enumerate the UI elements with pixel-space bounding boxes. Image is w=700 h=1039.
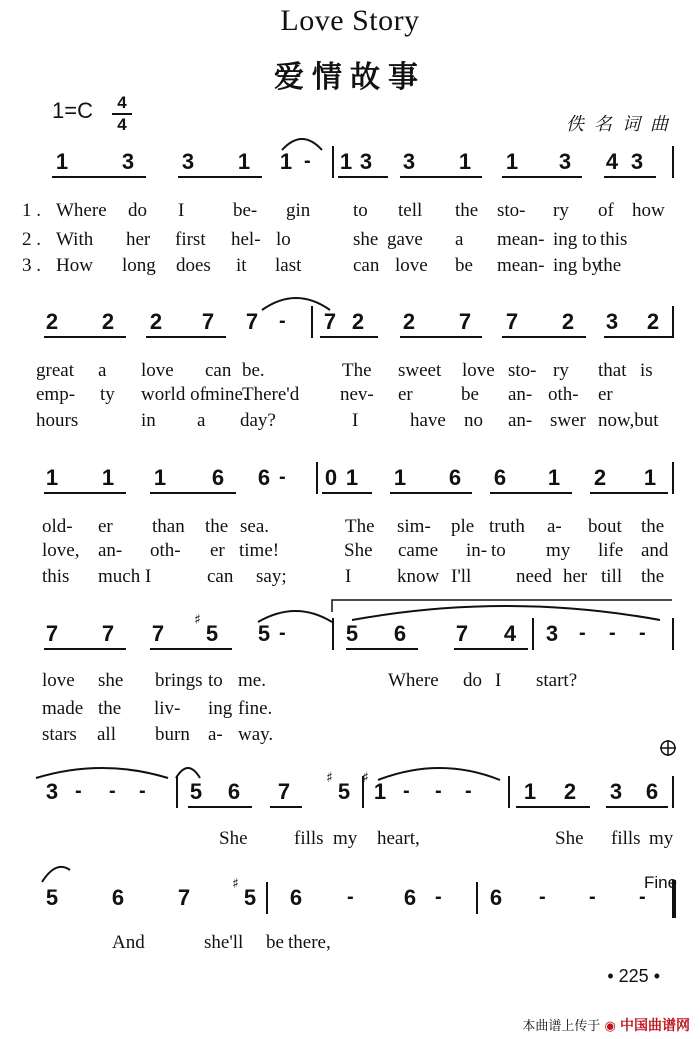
note: 1 xyxy=(237,149,251,174)
lyric-word: be xyxy=(266,932,284,953)
lyric-word: way. xyxy=(238,724,274,745)
lyric-word: I xyxy=(352,410,359,431)
hold-dash: - xyxy=(435,886,442,908)
note: 5 xyxy=(257,621,271,646)
note: 6 xyxy=(257,465,271,490)
lyric-word: of xyxy=(598,200,614,221)
lyric-word: her xyxy=(126,229,151,250)
lyric-word: ing xyxy=(208,698,233,719)
slur-arc xyxy=(282,139,322,150)
lyric-word: truth xyxy=(489,516,525,537)
note: 1 xyxy=(393,465,407,490)
lyric-word: to xyxy=(208,670,223,691)
lyric-word: burn xyxy=(155,724,190,745)
lyric-word: sim- xyxy=(397,516,431,537)
note: 1 xyxy=(458,149,472,174)
lyric-word: er xyxy=(98,516,113,537)
lyric-word: the xyxy=(641,516,665,537)
note: 3 xyxy=(545,621,559,646)
hold-dash: - xyxy=(109,780,116,802)
note: 3 xyxy=(609,779,623,804)
lyric-word: world of xyxy=(141,384,206,405)
note: 5 xyxy=(337,779,351,804)
note: 2 xyxy=(646,309,660,334)
note: 2 xyxy=(149,309,163,334)
site-logo-icon: ◉ xyxy=(604,1019,616,1034)
lyric-word: this xyxy=(600,229,628,250)
sharp-icon: ♯ xyxy=(194,612,201,628)
note: 1 xyxy=(339,149,353,174)
lyric-word: Where xyxy=(388,670,439,691)
note: 2 xyxy=(563,779,577,804)
note: 3 xyxy=(402,149,416,174)
note: 5 xyxy=(45,885,59,910)
note: 2 xyxy=(402,309,416,334)
lyric-word: I'll xyxy=(451,566,472,587)
lyric-word: be- xyxy=(233,200,258,221)
note: 5 xyxy=(189,779,203,804)
hold-dash: - xyxy=(539,886,546,908)
lyric-word: life xyxy=(598,540,624,561)
note: 3 xyxy=(359,149,373,174)
note: 2 xyxy=(45,309,59,334)
hold-dash: - xyxy=(589,886,596,908)
lyric-word: there, xyxy=(288,932,331,953)
lyric-word: my xyxy=(649,828,674,849)
note: 5 xyxy=(205,621,219,646)
note: 7 xyxy=(101,621,115,646)
lyric-word: she xyxy=(98,670,124,691)
hold-dash: - xyxy=(347,886,354,908)
lyric-word: can xyxy=(207,566,234,587)
lyric-word: ing by xyxy=(553,255,602,276)
lyric-word: than xyxy=(152,516,185,537)
note: 7 xyxy=(323,309,337,334)
lyric-word: great xyxy=(36,360,74,381)
lyric-word: ty xyxy=(100,384,115,405)
lyric-word: now,but xyxy=(598,410,659,431)
slur-arc xyxy=(36,768,168,778)
note: 7 xyxy=(45,621,59,646)
author-credit: 佚名词曲 xyxy=(566,114,678,135)
note: 1 xyxy=(523,779,537,804)
lyric-word: stars xyxy=(42,724,77,745)
lyric-word: how xyxy=(632,200,665,221)
lyric-word: be xyxy=(461,384,479,405)
lyric-word: I xyxy=(495,670,502,691)
lyric-word: gave xyxy=(387,229,423,250)
coda-cross xyxy=(660,740,676,756)
lyric-word: lo xyxy=(276,229,291,250)
hold-dash: - xyxy=(639,886,646,908)
hold-dash: - xyxy=(465,780,472,802)
lyric-word: much I xyxy=(98,566,152,587)
note: 0 xyxy=(324,465,338,490)
lyric-word: er xyxy=(398,384,413,405)
lyric-word: She xyxy=(344,540,373,561)
lyric-word: With xyxy=(56,229,94,250)
lyric-word: mine. xyxy=(205,384,248,405)
lyric-word: can xyxy=(205,360,232,381)
note: 1 xyxy=(373,779,387,804)
lyric-word: mean- xyxy=(497,255,545,276)
note: 3 xyxy=(605,309,619,334)
lyric-word: How xyxy=(56,255,93,276)
note: 6 xyxy=(111,885,125,910)
lyric-word: her xyxy=(563,566,588,587)
lyric-word: bout xyxy=(588,516,622,537)
note: 6 xyxy=(211,465,225,490)
lyric-word: love xyxy=(395,255,428,276)
lyric-word: to xyxy=(353,200,368,221)
lyric-word: the xyxy=(98,698,122,719)
lyric-word: till xyxy=(601,566,623,587)
note: 6 xyxy=(403,885,417,910)
hold-dash: - xyxy=(403,780,410,802)
hold-dash: - xyxy=(279,466,286,488)
hold-dash: - xyxy=(279,622,286,644)
lyric-word: came xyxy=(398,540,439,561)
lyric-word: need xyxy=(516,566,552,587)
time-signature-top: 4 xyxy=(117,93,127,112)
note: 3 xyxy=(121,149,135,174)
hold-dash: - xyxy=(75,780,82,802)
lyric-word: can xyxy=(353,255,380,276)
hold-dash: - xyxy=(139,780,146,802)
note: 3 xyxy=(181,149,195,174)
lyric-word: this xyxy=(42,566,70,587)
lyric-word: She xyxy=(555,828,584,849)
lyric-word: old- xyxy=(42,516,73,537)
note: 1 xyxy=(279,149,293,174)
lyric-word: love xyxy=(462,360,495,381)
key-signature: 1=C xyxy=(52,98,93,123)
note: 1 xyxy=(45,465,59,490)
lyric-word: start? xyxy=(536,670,578,691)
lyric-word: and xyxy=(641,540,669,561)
note: 1 xyxy=(345,465,359,490)
lyric-word: all xyxy=(97,724,116,745)
footer-brand: 中国曲谱网 xyxy=(620,1018,690,1034)
note: 2 xyxy=(561,309,575,334)
lyric-word: the xyxy=(455,200,479,221)
lyric-word: tell xyxy=(398,200,423,221)
lyric-word: first xyxy=(175,229,206,250)
lyric-word: made xyxy=(42,698,84,719)
lyric-word: sweet xyxy=(398,360,442,381)
lyric-word: know xyxy=(397,566,440,587)
sharp-icon: ♯ xyxy=(362,770,369,786)
lyric-word: in xyxy=(141,410,156,431)
hold-dash: - xyxy=(579,622,586,644)
slur-arc xyxy=(258,611,332,622)
lyric-word: is xyxy=(640,360,653,381)
lyric-word: the xyxy=(205,516,229,537)
lyric-word: do xyxy=(128,200,147,221)
page-number: • 225 • xyxy=(607,966,660,986)
note: 4 xyxy=(605,149,619,174)
lyric-word: it xyxy=(236,255,247,276)
note: 1 xyxy=(547,465,561,490)
note: 7 xyxy=(151,621,165,646)
lyric-word: be. xyxy=(242,360,265,381)
lyric-word: I xyxy=(345,566,352,587)
lyric-word: And xyxy=(112,932,145,953)
lyric-word: an- xyxy=(508,384,533,405)
lyric-word: a xyxy=(98,360,107,381)
fine-marking: Fine xyxy=(644,873,678,892)
lyric-word: The xyxy=(342,360,372,381)
lyric-word: my xyxy=(546,540,571,561)
note: 7 xyxy=(177,885,191,910)
note: 1 xyxy=(505,149,519,174)
lyric-word: last xyxy=(275,255,302,276)
note: 3 xyxy=(558,149,572,174)
lyric-word: love, xyxy=(42,540,80,561)
lyric-word: sto- xyxy=(497,200,526,221)
note: 1 xyxy=(55,149,69,174)
footer-text: 本曲谱上传于 xyxy=(522,1019,601,1034)
lyric-word: the xyxy=(598,255,622,276)
lyric-word: say; xyxy=(256,566,287,587)
lyric-word: love xyxy=(141,360,174,381)
hold-dash: - xyxy=(639,622,646,644)
lyric-word: does xyxy=(176,255,211,276)
note: 5 xyxy=(243,885,257,910)
lyric-word: She xyxy=(219,828,248,849)
lyric-word: no xyxy=(464,410,483,431)
time-signature-bottom: 4 xyxy=(117,114,127,134)
slur-arc xyxy=(176,768,200,778)
lyric-word: an- xyxy=(508,410,533,431)
lyric-word: have xyxy=(410,410,446,431)
note: 7 xyxy=(201,309,215,334)
note: 6 xyxy=(493,465,507,490)
song-subtitle: 爱情故事 xyxy=(274,60,426,95)
note: 2 xyxy=(101,309,115,334)
lyric-word: an- xyxy=(98,540,123,561)
note: 2 xyxy=(351,309,365,334)
lyric-word: I xyxy=(178,200,185,221)
lyric-word: The xyxy=(345,516,375,537)
hold-dash: - xyxy=(435,780,442,802)
note: 1 xyxy=(101,465,115,490)
lyric-word: a- xyxy=(208,724,223,745)
slur-arc xyxy=(352,606,660,620)
lyric-word: oth- xyxy=(150,540,181,561)
note: 6 xyxy=(289,885,303,910)
note: 7 xyxy=(505,309,519,334)
lyric-word: in- xyxy=(466,540,488,561)
lyric-word: fills xyxy=(294,828,324,849)
footer-credit xyxy=(522,1015,690,1035)
lyric-word: 3 . xyxy=(22,255,41,276)
lyric-word: a xyxy=(455,229,464,250)
lyric-word: ing to xyxy=(553,229,597,250)
note: 7 xyxy=(455,621,469,646)
note: 4 xyxy=(503,621,517,646)
note: 1 xyxy=(153,465,167,490)
lyric-word: be xyxy=(455,255,473,276)
lyric-word: ry xyxy=(553,360,569,381)
lyric-word: that xyxy=(598,360,627,381)
lyric-word: love xyxy=(42,670,75,691)
lyric-word: heart, xyxy=(377,828,420,849)
lyric-word: do xyxy=(463,670,482,691)
sharp-icon: ♯ xyxy=(232,876,239,892)
lyric-word: a- xyxy=(547,516,562,537)
note: 7 xyxy=(245,309,259,334)
lyric-word: mean- xyxy=(497,229,545,250)
lyric-word: to xyxy=(491,540,506,561)
slur-arc xyxy=(262,298,330,310)
lyric-word: hours xyxy=(36,410,79,431)
lyric-word: time! xyxy=(239,540,280,561)
lyric-word: ry xyxy=(553,200,569,221)
lyric-word: fills xyxy=(611,828,641,849)
hold-dash: - xyxy=(304,150,311,172)
hold-dash: - xyxy=(609,622,616,644)
lyric-word: sea. xyxy=(240,516,270,537)
note: 6 xyxy=(227,779,241,804)
note: 6 xyxy=(448,465,462,490)
song-title: Love Story xyxy=(280,4,420,37)
note: 3 xyxy=(45,779,59,804)
slur-arc xyxy=(378,768,500,780)
note: 5 xyxy=(345,621,359,646)
lyric-word: fine. xyxy=(238,698,273,719)
lyric-word: emp- xyxy=(36,384,76,405)
note: 1 xyxy=(643,465,657,490)
lyric-word: 2 . xyxy=(22,229,41,250)
note: 6 xyxy=(393,621,407,646)
note: 7 xyxy=(277,779,291,804)
slur-arc xyxy=(42,867,70,882)
lyric-word: swer xyxy=(550,410,586,431)
lyric-word: er xyxy=(598,384,613,405)
note: 2 xyxy=(593,465,607,490)
lyric-word: long xyxy=(122,255,156,276)
hold-dash: - xyxy=(279,310,286,332)
note: 6 xyxy=(489,885,503,910)
lyric-word: she xyxy=(353,229,379,250)
lyric-word: nev- xyxy=(340,384,374,405)
lyric-word: Where xyxy=(56,200,107,221)
note: 7 xyxy=(458,309,472,334)
lyric-word: brings xyxy=(155,670,203,691)
lyric-word: er xyxy=(210,540,225,561)
lyric-word: gin xyxy=(286,200,311,221)
lyric-word: my xyxy=(333,828,358,849)
lyric-word: me. xyxy=(238,670,266,691)
lyric-word: oth- xyxy=(548,384,579,405)
note: 6 xyxy=(645,779,659,804)
lyric-word: day? xyxy=(240,410,276,431)
lyric-word: ple xyxy=(451,516,475,537)
lyric-word: There'd xyxy=(242,384,300,405)
lyric-word: a xyxy=(197,410,206,431)
note: 3 xyxy=(630,149,644,174)
sharp-icon: ♯ xyxy=(326,770,333,786)
lyric-word: she'll xyxy=(204,932,244,953)
lyric-word: sto- xyxy=(508,360,537,381)
lyric-word: the xyxy=(641,566,665,587)
lyric-word: liv- xyxy=(154,698,181,719)
lyric-word: 1 . xyxy=(22,200,41,221)
lyric-word: hel- xyxy=(231,229,261,250)
